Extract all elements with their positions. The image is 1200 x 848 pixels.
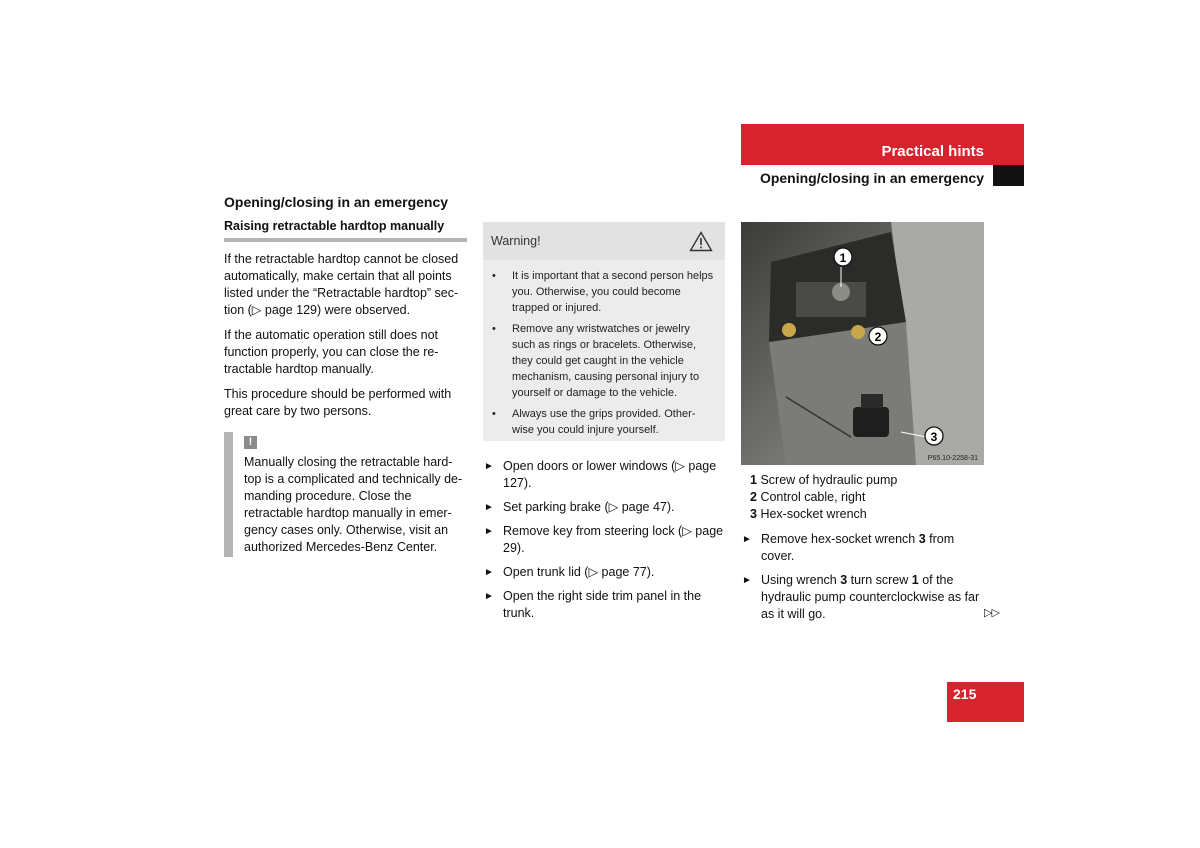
step-arrow-icon: ►: [484, 526, 494, 537]
section-title: Opening/closing in an emergency: [224, 194, 449, 210]
callout-3: [925, 427, 943, 445]
step-item: ► Open trunk lid (▷ page 77).: [484, 565, 655, 579]
step-arrow-icon: ►: [484, 461, 494, 472]
step-list: [483, 458, 728, 629]
note-text: Manually closing the retractable hard-top is a complicated and technically de-manding procedure. Close the retractable hardtop manually in emer-gency cases only. Otherwise, visit an authorized Mercedes-Benz Center.: [244, 455, 463, 554]
section-header: Opening/closing in an emergency: [759, 170, 984, 186]
svg-text:2: 2: [874, 330, 882, 344]
warning-item: • It is important that a second person helps you. Otherwise, you could become trapped or injured.: [492, 270, 714, 314]
chapter-title: Practical hints: [881, 143, 984, 160]
step-arrow-icon: ►: [484, 591, 494, 602]
step-item: ► Open doors or lower windows (▷ page 127).: [484, 459, 717, 490]
warning-box: [483, 222, 725, 441]
callout-1: [834, 248, 852, 266]
svg-text:1: 1: [839, 251, 847, 265]
paragraph-2: If the automatic operation still does not function properly, you can close the re-tractable hardtop manually.: [224, 328, 439, 376]
warning-item: • Always use the grips provided. Other-wise you could injure yourself.: [492, 408, 696, 436]
note-box: [224, 432, 469, 557]
step-item: ► Using wrench 3 turn screw 1 of the hydraulic pump counterclockwise as far as it will go.: [742, 573, 980, 621]
warning-title: Warning!: [491, 234, 541, 248]
photo-legend: [750, 472, 897, 523]
step-item: ► Set parking brake (▷ page 47).: [484, 500, 675, 514]
paragraph-1: If the retractable hardtop cannot be closed automatically, make certain that all points listed under the “Retractable hardtop” sec-tion (▷ page 129) were observed.: [224, 252, 459, 317]
continue-icon: ▷▷: [984, 607, 999, 619]
warning-header: [483, 222, 725, 260]
legend-item: 2 Control cable, right: [750, 490, 866, 504]
legend-item: 3 Hex-socket wrench: [750, 507, 867, 521]
subsection-title: Raising retractable hardtop manually: [224, 219, 467, 242]
photo-code: P65.10-2258-31: [927, 455, 978, 462]
warning-triangle-icon: [689, 231, 713, 252]
callout-2: [869, 327, 887, 345]
step-arrow-icon: ►: [484, 502, 494, 513]
photo-illustration: [741, 222, 984, 465]
header-marker: [993, 165, 1024, 186]
step-item: ► Remove key from steering lock (▷ page 29).: [484, 524, 724, 555]
step-item: ► Open the right side trim panel in the trunk.: [484, 589, 702, 620]
legend-item: 1 Screw of hydraulic pump: [750, 473, 898, 487]
chapter-header: [741, 124, 1024, 165]
paragraph-3: This procedure should be performed with great care by two persons.: [224, 387, 452, 418]
step-item: ► Remove hex-socket wrench 3 from cover.: [742, 532, 955, 563]
step-arrow-icon: ►: [742, 575, 752, 586]
step-list-2: [741, 531, 986, 630]
step-arrow-icon: ►: [742, 534, 752, 545]
step-arrow-icon: ►: [484, 567, 494, 578]
page-number: 215: [947, 682, 1024, 722]
svg-text:3: 3: [930, 430, 938, 444]
exclamation-icon: !: [244, 436, 257, 449]
warning-item: • Remove any wristwatches or jewelry such as rings or bracelets. Otherwise, they could get caught in the vehicle mechanism, causing personal injury to yourself or damage to the vehicle.: [492, 323, 700, 399]
hydraulic-pump-photo: [741, 222, 984, 465]
